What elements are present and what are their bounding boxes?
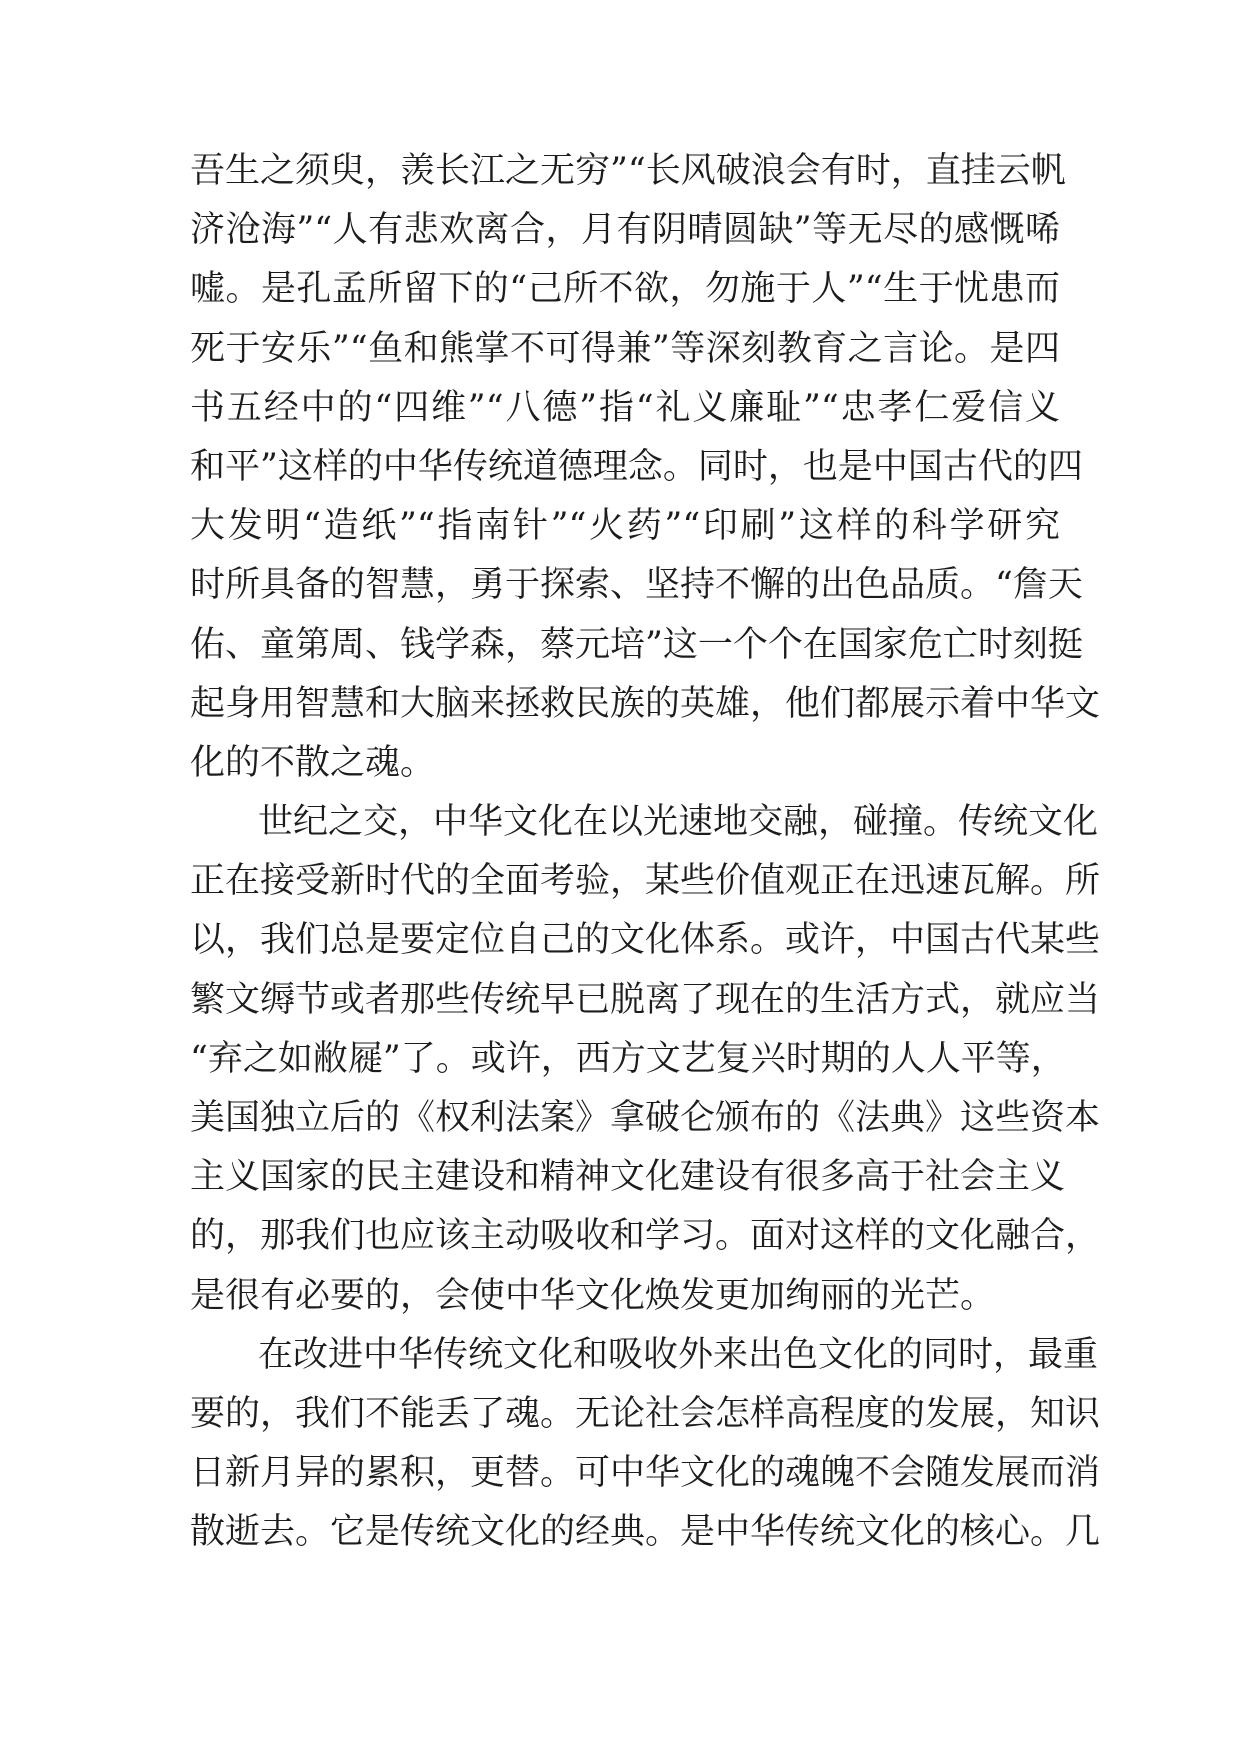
paragraph-first-line: 世纪之交，中华文化在以光速地交融，碰撞。传统文化 — [258, 802, 1099, 843]
text-line: 化的不散之魂。 — [190, 742, 436, 783]
text-line: 时所具备的智慧，勇于探索、坚持不懈的出色品质。“詹天 — [190, 565, 1083, 606]
text-line: 繁文缛节或者那些传统早已脱离了现在的生活方式，就应当 — [190, 979, 1101, 1020]
text-line: 以，我们总是要定位自己的文化体系。或许，中国古代某些 — [190, 920, 1101, 961]
paragraph-first-line: 在改进中华传统文化和吸收外来出色文化的同时，最重 — [258, 1334, 1099, 1375]
text-line: 的，那我们也应该主动吸收和学习。面对这样的文化融合， — [190, 1216, 1101, 1257]
text-line: 起身用智慧和大脑来拯救民族的英雄，他们都展示着中华文 — [190, 683, 1101, 724]
text-line: 济沧海”“人有悲欢离合，月有阴晴圆缺”等无尽的感慨唏 — [190, 210, 1060, 251]
text-line: 佑、童第周、钱学森，蔡元培”这一个个在国家危亡时刻挺 — [190, 624, 1083, 665]
text-line: “弃之如敝屣”了。或许，西方文艺复兴时期的人人平等， — [190, 1038, 1066, 1079]
text-line: 和平”这样的中华传统道德理念。同时，也是中国古代的四 — [190, 446, 1083, 487]
text-line: 日新月异的累积，更替。可中华文化的魂魄不会随发展而消 — [190, 1453, 1101, 1494]
text-line: 要的，我们不能丢了魂。无论社会怎样高程度的发展，知识 — [190, 1393, 1101, 1434]
text-line: 死于安乐”“鱼和熊掌不可得兼”等深刻教育之言论。是四 — [190, 328, 1060, 369]
text-line: 是很有必要的，会使中华文化焕发更加绚丽的光芒。 — [190, 1275, 996, 1316]
text-line: 书五经中的“四维”“八德”指“礼义廉耻”“忠孝仁爱信义 — [190, 387, 1060, 428]
text-line: 嘘。是孔孟所留下的“己所不欲，勿施于人”“生于忧患而 — [190, 269, 1060, 310]
text-line: 美国独立后的《权利法案》拿破仑颁布的《法典》这些资本 — [190, 1098, 1101, 1138]
text-line: 正在接受新时代的全面考验，某些价值观正在迅速瓦解。所 — [190, 861, 1101, 902]
text-line: 散逝去。它是传统文化的经典。是中华传统文化的核心。几 — [190, 1512, 1101, 1553]
text-line: 大发明“造纸”“指南针”“火药”“印刷”这样的科学研究 — [190, 506, 1060, 547]
body-text — [190, 142, 1101, 1563]
text-line: 吾生之须臾，羡长江之无穷”“长风破浪会有时，直挂云帆 — [190, 151, 1066, 191]
text-line: 主义国家的民主建设和精神文化建设有很多高于社会主义 — [190, 1157, 1066, 1198]
